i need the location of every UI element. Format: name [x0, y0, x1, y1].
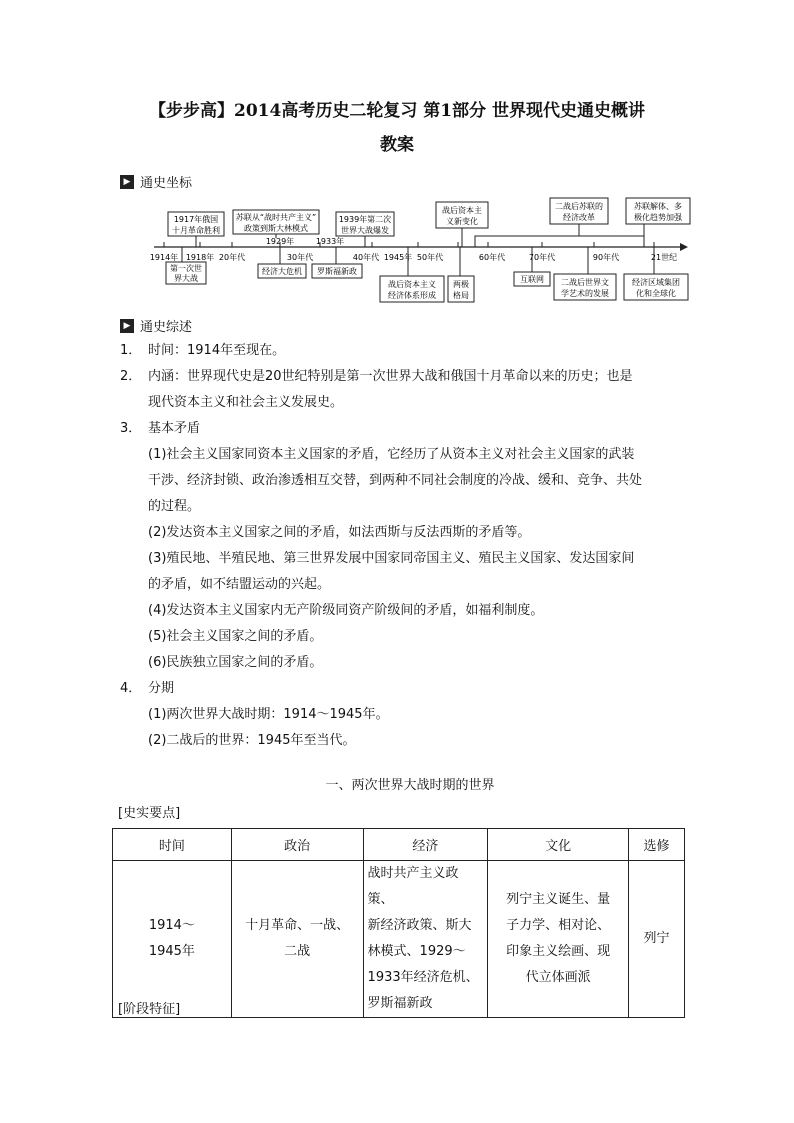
timeline-arrowhead	[680, 243, 688, 251]
coordinate-heading	[120, 172, 192, 191]
overview-item-1: 1． 时间：1914年至现在。	[120, 343, 286, 358]
contradiction-5: (5)社会主义国家之间的矛盾。	[148, 629, 323, 644]
contradiction-6: (6)民族独立国家之间的矛盾。	[148, 655, 323, 670]
key-points-table	[112, 828, 685, 1018]
axis-label-40s: 40年代	[352, 253, 380, 262]
svg-text:世界大战爆发: 世界大战爆发	[341, 226, 389, 235]
cell-elective: 列宁	[629, 861, 685, 1018]
bottom-box-bipolar-pattern	[448, 247, 474, 302]
axis-label-1933: 1933年	[315, 237, 345, 246]
table-header-time: 时间	[113, 829, 232, 861]
svg-text:罗斯福新政: 罗斯福新政	[317, 267, 357, 276]
axis-label-20s: 20年代	[218, 253, 246, 262]
table-header-economy: 经济	[363, 829, 488, 861]
title-line-1: 【步步高】2014高考历史二轮复习 第1部分 世界现代史通史概讲	[149, 101, 645, 121]
table-row	[113, 861, 685, 1018]
axis-label-1945: 1945年	[383, 253, 413, 262]
svg-text:二战后世界文: 二战后世界文	[561, 278, 609, 287]
svg-text:第一次世: 第一次世	[170, 264, 202, 273]
cell-time: 1914～ 1945年	[113, 861, 232, 1018]
svg-text:政策到斯大林模式: 政策到斯大林模式	[244, 224, 308, 233]
axis-label-50s: 50年代	[416, 253, 444, 262]
svg-text:界大战: 界大战	[174, 274, 198, 283]
axis-label-1918: 1918年	[185, 253, 215, 262]
axis-label-21st-century: 21世纪	[650, 253, 678, 262]
coordinate-heading-label: 通史坐标	[140, 176, 193, 191]
play-triangle-icon: ▶	[120, 175, 134, 189]
table-header-elective: 选修	[629, 829, 685, 861]
svg-text:苏联解体、多: 苏联解体、多	[634, 202, 682, 211]
overview-item-3: 3． 基本矛盾	[120, 421, 201, 436]
cell-politics: 十月革命、一战、 二战	[231, 861, 363, 1018]
timeline-ticks	[164, 242, 654, 247]
axis-label-1929: 1929年	[265, 237, 295, 246]
svg-text:二战后苏联的: 二战后苏联的	[555, 202, 603, 211]
overview-heading-label: 通史综述	[140, 320, 193, 335]
svg-text:战后资本主: 战后资本主	[442, 206, 482, 215]
overview-heading	[120, 316, 192, 335]
svg-text:苏联从“战时共产主义”: 苏联从“战时共产主义”	[235, 213, 317, 222]
cell-economy: 战时共产主义政策、 新经济政策、斯大 林模式、1929～ 1933年经济危机、 罗斯福新政	[363, 861, 488, 1018]
bottom-box-great-depression	[258, 247, 306, 278]
key-points-label: [史实要点]	[118, 806, 181, 821]
timeline-period-bracket	[475, 236, 644, 247]
overview-body	[120, 338, 700, 754]
svg-text:学艺术的发展: 学艺术的发展	[561, 289, 609, 298]
contradiction-4: (4)发达资本主义国家内无产阶级同资产阶级间的矛盾，如福利制度。	[148, 603, 544, 618]
document-title	[100, 94, 694, 162]
contradiction-1: (1)社会主义国家同资本主义国家的矛盾，它经历了从资本主义对社会主义国家的武装 干涉、经济封锁、政治渗透相互交替，到两种不同社会制度的冷战、缓和、竞争、共处 的过程。	[148, 447, 643, 514]
cell-culture: 列宁主义诞生、量 子力学、相对论、 印象主义绘画、现 代立体画派	[488, 861, 629, 1018]
top-box-soviet-reform	[550, 198, 608, 236]
top-box-stalin-model	[233, 210, 319, 238]
axis-label-90s: 90年代	[592, 253, 620, 262]
top-box-ww2-outbreak	[336, 212, 394, 247]
period-1: (1)两次世界大战时期：1914～1945年。	[148, 707, 389, 722]
svg-text:格局: 格局	[453, 291, 469, 300]
svg-text:战后资本主义: 战后资本主义	[388, 280, 436, 289]
overview-item-2: 2． 内涵：世界现代史是20世纪特别是第一次世界大战和俄国十月革命以来的历史；也是 现代资本主义和社会主义发展史。	[120, 369, 633, 410]
axis-label-1914: 1914年	[149, 253, 179, 262]
axis-label-30s: 30年代	[286, 253, 314, 262]
svg-text:1939年第二次: 1939年第二次	[338, 215, 392, 224]
svg-text:互联网: 互联网	[520, 275, 544, 284]
svg-text:经济区域集团: 经济区域集团	[632, 278, 680, 287]
overview-item-4: 4． 分期	[120, 681, 175, 696]
svg-text:两极: 两极	[453, 280, 469, 289]
table-header-politics: 政治	[231, 829, 363, 861]
table-header-culture: 文化	[488, 829, 629, 861]
title-line-2: 教案	[380, 135, 414, 155]
period-2: (2)二战后的世界：1945年至当代。	[148, 733, 356, 748]
svg-text:十月革命胜利: 十月革命胜利	[172, 226, 220, 235]
bottom-box-new-deal	[312, 247, 362, 278]
contradiction-2: (2)发达资本主义国家之间的矛盾，如法西斯与反法西斯的矛盾等。	[148, 525, 531, 540]
svg-text:经济改革: 经济改革	[563, 213, 595, 222]
timeline-diagram	[140, 192, 700, 310]
play-triangle-icon: ▶	[120, 319, 134, 333]
top-box-ussr-collapse	[626, 198, 690, 236]
svg-text:经济体系形成: 经济体系形成	[388, 291, 436, 300]
top-box-capitalism-changes	[436, 202, 488, 247]
contradiction-3: (3)殖民地、半殖民地、第三世界发展中国家同帝国主义、殖民主义国家、发达国家间 的矛盾，如不结盟运动的兴起。	[148, 551, 635, 592]
svg-text:义新变化: 义新变化	[446, 217, 478, 226]
svg-text:1917年俄国: 1917年俄国	[173, 215, 219, 224]
table-header-row	[113, 829, 685, 861]
axis-label-70s: 70年代	[528, 253, 556, 262]
svg-text:化和全球化: 化和全球化	[636, 289, 676, 298]
section-title-interwar: 一、两次世界大战时期的世界	[325, 778, 495, 793]
stage-features-label: [阶段特征]	[118, 1002, 181, 1017]
top-box-october-revolution	[168, 212, 224, 247]
axis-label-60s: 60年代	[478, 253, 506, 262]
svg-text:极化趋势加强: 极化趋势加强	[634, 213, 682, 222]
svg-text:经济大危机: 经济大危机	[262, 267, 302, 276]
